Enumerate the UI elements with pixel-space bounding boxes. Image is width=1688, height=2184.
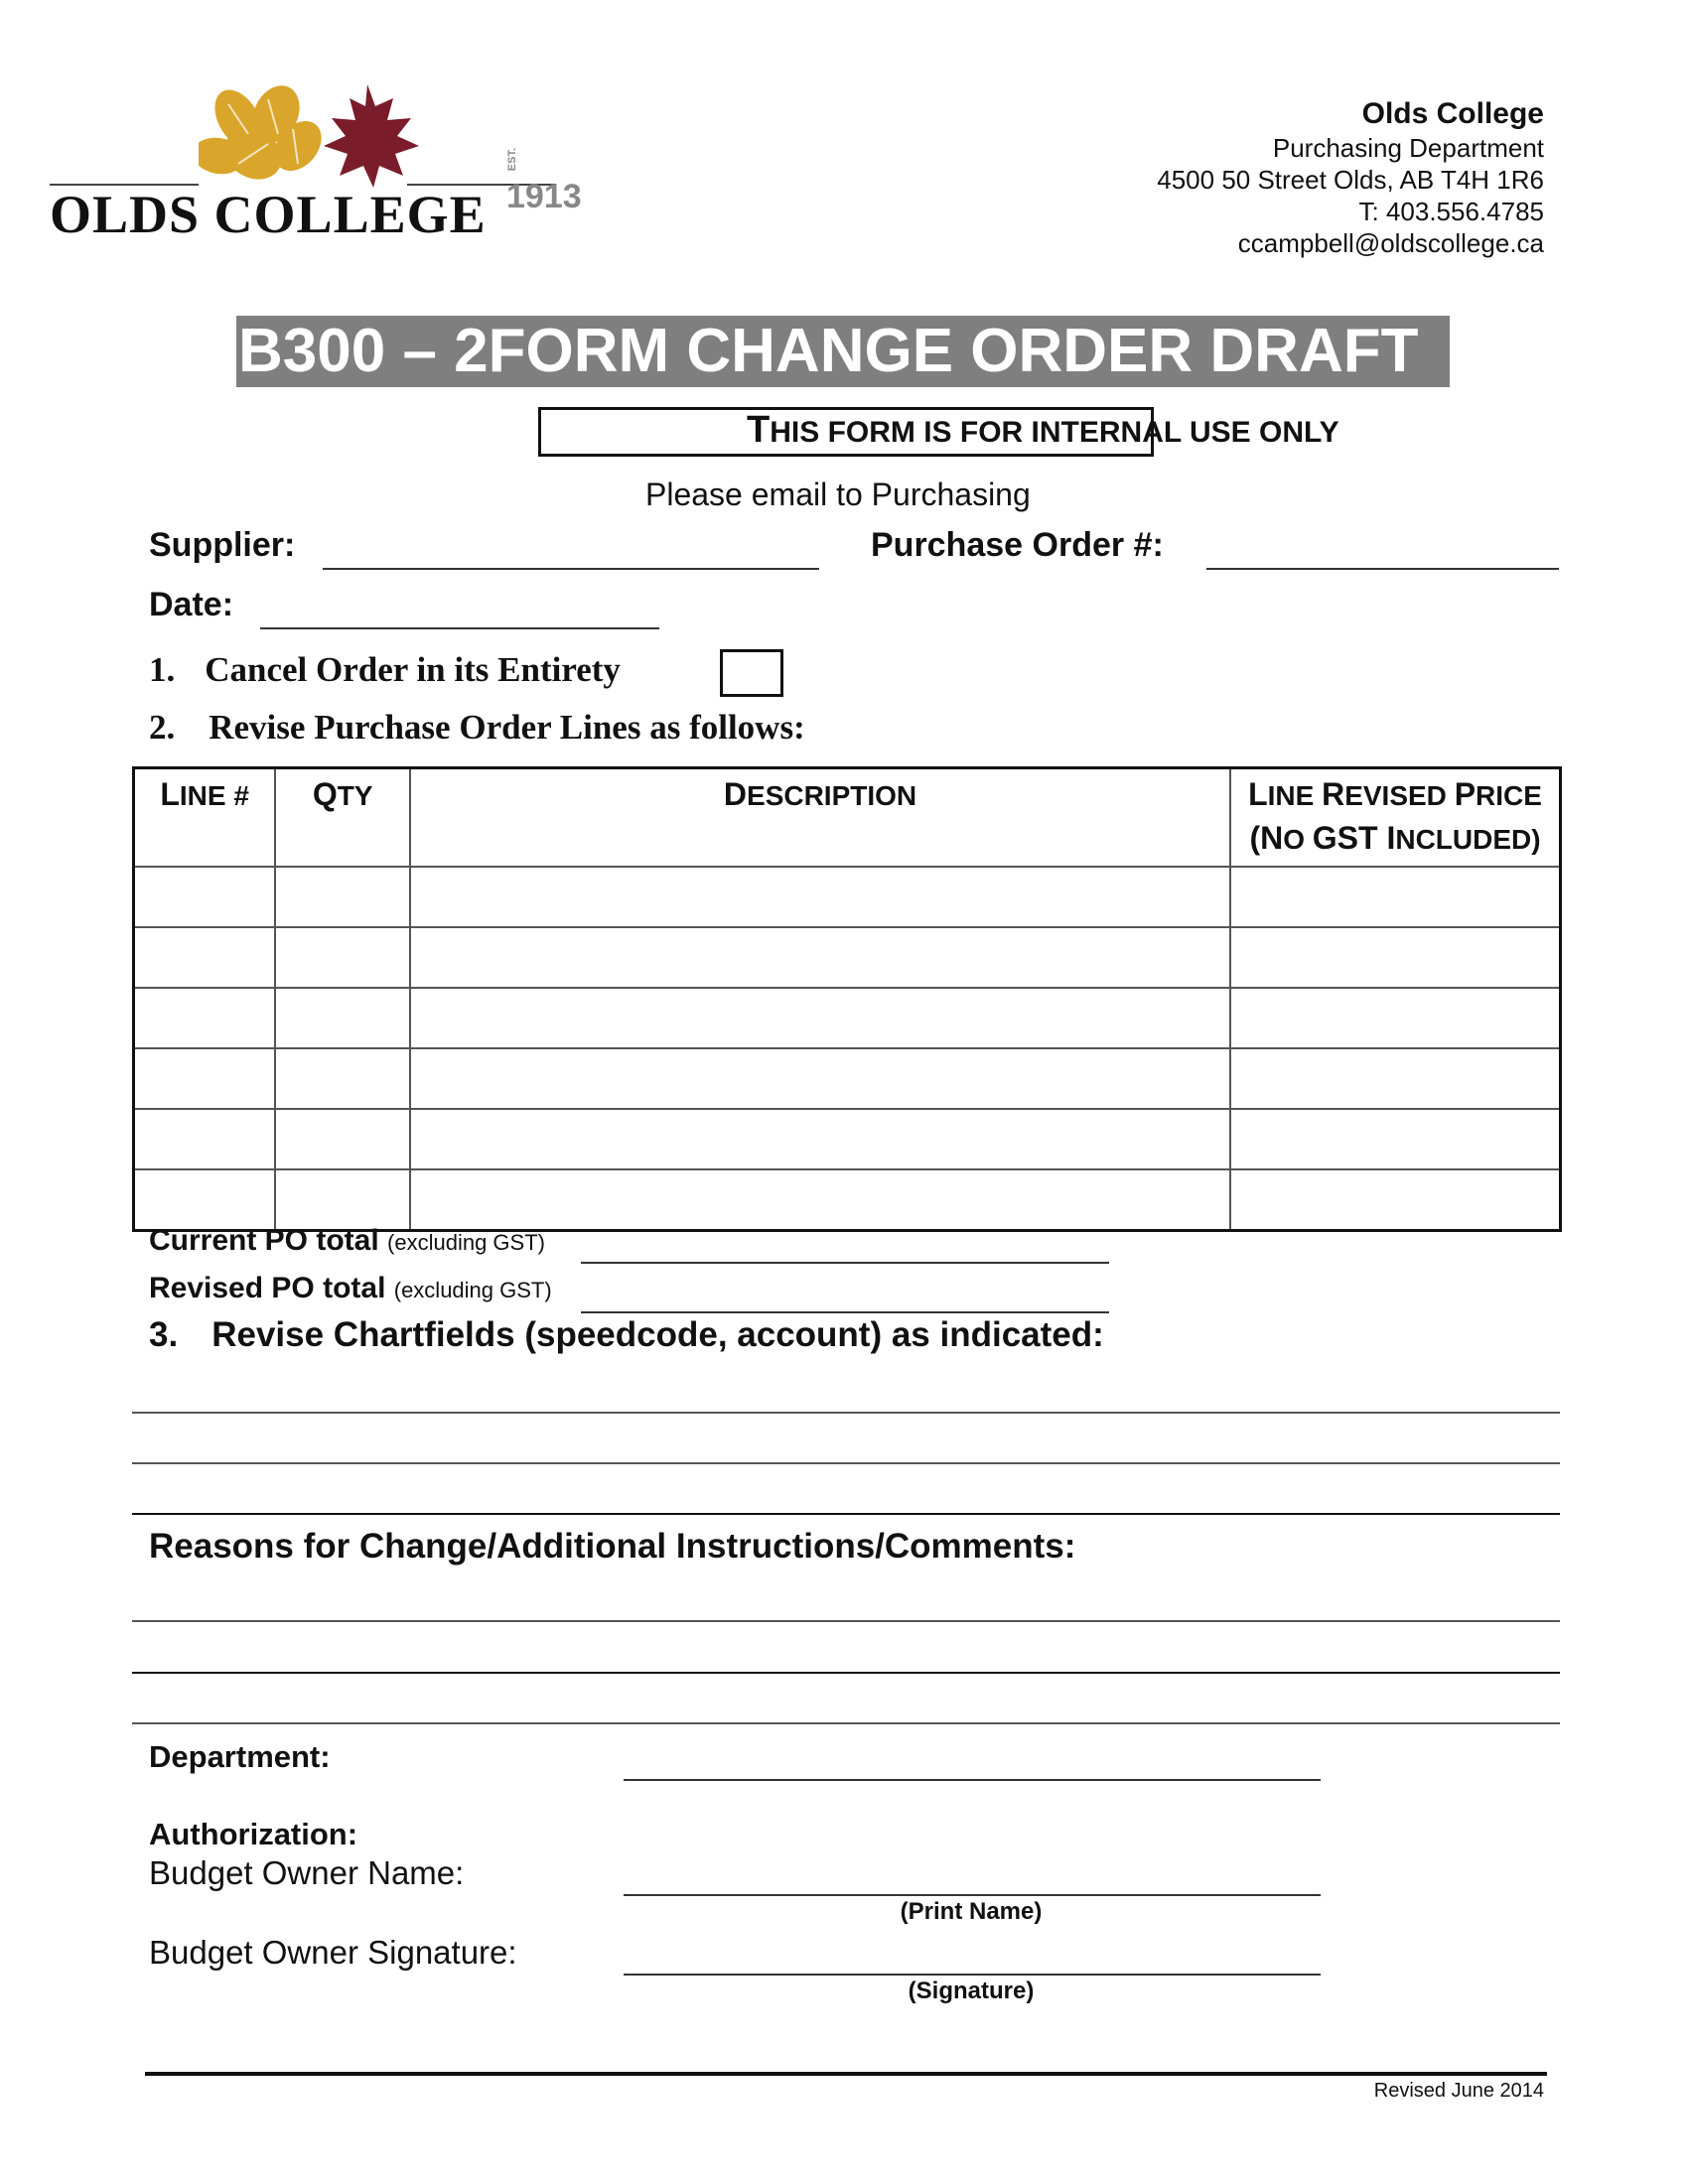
qty-cell[interactable] <box>275 988 410 1048</box>
col-header-description: DESCRIPTION <box>410 768 1230 868</box>
cancel-order-item: 1. Cancel Order in its Entirety <box>149 650 621 689</box>
reasons-heading: Reasons for Change/Additional Instructions/Comments: <box>149 1527 1076 1566</box>
order-lines-table <box>132 766 1562 1232</box>
price-cell[interactable] <box>1230 988 1560 1048</box>
col-header-line: LINE # <box>134 768 276 868</box>
email-instruction: Please email to Purchasing <box>645 477 1031 512</box>
qty-cell[interactable] <box>275 867 410 927</box>
contact-email: ccampbell@oldscollege.ca <box>1237 228 1544 258</box>
price-cell[interactable] <box>1230 1169 1560 1231</box>
budget-owner-signature-field[interactable] <box>624 1974 1321 1976</box>
col-header-revised-price: LINE REVISED PRICE (NO GST INCLUDED) <box>1230 768 1560 868</box>
line-cell[interactable] <box>134 867 276 927</box>
description-cell[interactable] <box>410 1048 1230 1109</box>
line-cell[interactable] <box>134 927 276 988</box>
form-title: B300 – 2FORM CHANGE ORDER DRAFT <box>236 316 1450 387</box>
price-cell[interactable] <box>1230 1109 1560 1169</box>
description-cell[interactable] <box>410 867 1230 927</box>
col-header-qty: QTY <box>275 768 410 868</box>
signature-caption: (Signature) <box>908 1978 1035 2004</box>
print-name-caption: (Print Name) <box>900 1898 1043 1925</box>
logo-wordmark: OLDS COLLEGE <box>50 185 487 244</box>
authorization-label: Authorization: <box>149 1817 358 1851</box>
chartfields-line-3[interactable] <box>132 1513 1560 1515</box>
po-number-label: Purchase Order #: <box>871 526 1164 564</box>
college-logo <box>50 84 582 244</box>
qty-cell[interactable] <box>275 1109 410 1169</box>
po-number-field[interactable] <box>1206 568 1559 570</box>
line-cell[interactable] <box>134 1109 276 1169</box>
date-label: Date: <box>149 586 234 623</box>
street-address: 4500 50 Street Olds, AB T4H 1R6 <box>1157 165 1544 195</box>
reasons-line-2[interactable] <box>132 1672 1560 1674</box>
description-cell[interactable] <box>410 1169 1230 1231</box>
phone-number: T: 403.556.4785 <box>1358 197 1544 226</box>
table-row <box>134 867 1561 927</box>
description-cell[interactable] <box>410 927 1230 988</box>
qty-cell[interactable] <box>275 1169 410 1231</box>
line-cell[interactable] <box>134 988 276 1048</box>
address-block <box>1157 96 1544 259</box>
department-field[interactable] <box>624 1779 1321 1781</box>
price-cell[interactable] <box>1230 867 1560 927</box>
internal-notice: THIS FORM IS FOR INTERNAL USE ONLY <box>747 409 1339 451</box>
chartfields-line-1[interactable] <box>132 1412 1560 1414</box>
current-po-total-label: Current PO total (excluding GST) <box>149 1224 545 1257</box>
table-header-row <box>134 768 1561 868</box>
org-name: Olds College <box>1361 97 1544 130</box>
chartfields-line-2[interactable] <box>132 1462 1560 1464</box>
supplier-field[interactable] <box>323 568 819 570</box>
table-row <box>134 927 1561 988</box>
table-row <box>134 1109 1561 1169</box>
table-row <box>134 1048 1561 1109</box>
department-label: Department: <box>149 1739 331 1774</box>
reasons-line-1[interactable] <box>132 1620 1560 1622</box>
established-year: EST.1913 <box>506 148 582 215</box>
revise-lines-item: 2. Revise Purchase Order Lines as follows: <box>149 708 805 747</box>
budget-owner-name-label: Budget Owner Name: <box>149 1854 465 1891</box>
footer-rule <box>145 2072 1547 2076</box>
cancel-order-checkbox[interactable] <box>720 649 783 697</box>
revision-date: Revised June 2014 <box>1373 2080 1544 2102</box>
price-cell[interactable] <box>1230 927 1560 988</box>
excluding-gst-note: (excluding GST) <box>393 1278 552 1302</box>
description-cell[interactable] <box>410 988 1230 1048</box>
revised-po-total-field[interactable] <box>581 1311 1109 1313</box>
line-cell[interactable] <box>134 1048 276 1109</box>
revised-po-total-label: Revised PO total (excluding GST) <box>149 1272 552 1304</box>
date-field[interactable] <box>260 627 659 629</box>
current-po-total-field[interactable] <box>581 1262 1109 1264</box>
table-row <box>134 988 1561 1048</box>
budget-owner-signature-label: Budget Owner Signature: <box>149 1934 517 1971</box>
dept-name: Purchasing Department <box>1272 133 1544 163</box>
excluding-gst-note: (excluding GST) <box>387 1230 545 1255</box>
qty-cell[interactable] <box>275 1048 410 1109</box>
leaves-icon <box>199 84 457 189</box>
description-cell[interactable] <box>410 1109 1230 1169</box>
price-cell[interactable] <box>1230 1048 1560 1109</box>
reasons-line-3[interactable] <box>132 1722 1560 1724</box>
table-row <box>134 1169 1561 1231</box>
line-cell[interactable] <box>134 1169 276 1231</box>
budget-owner-name-field[interactable] <box>624 1894 1321 1896</box>
supplier-label: Supplier: <box>149 526 296 564</box>
qty-cell[interactable] <box>275 927 410 988</box>
chartfields-heading: 3. Revise Chartfields (speedcode, account) as indicated: <box>149 1315 1104 1354</box>
